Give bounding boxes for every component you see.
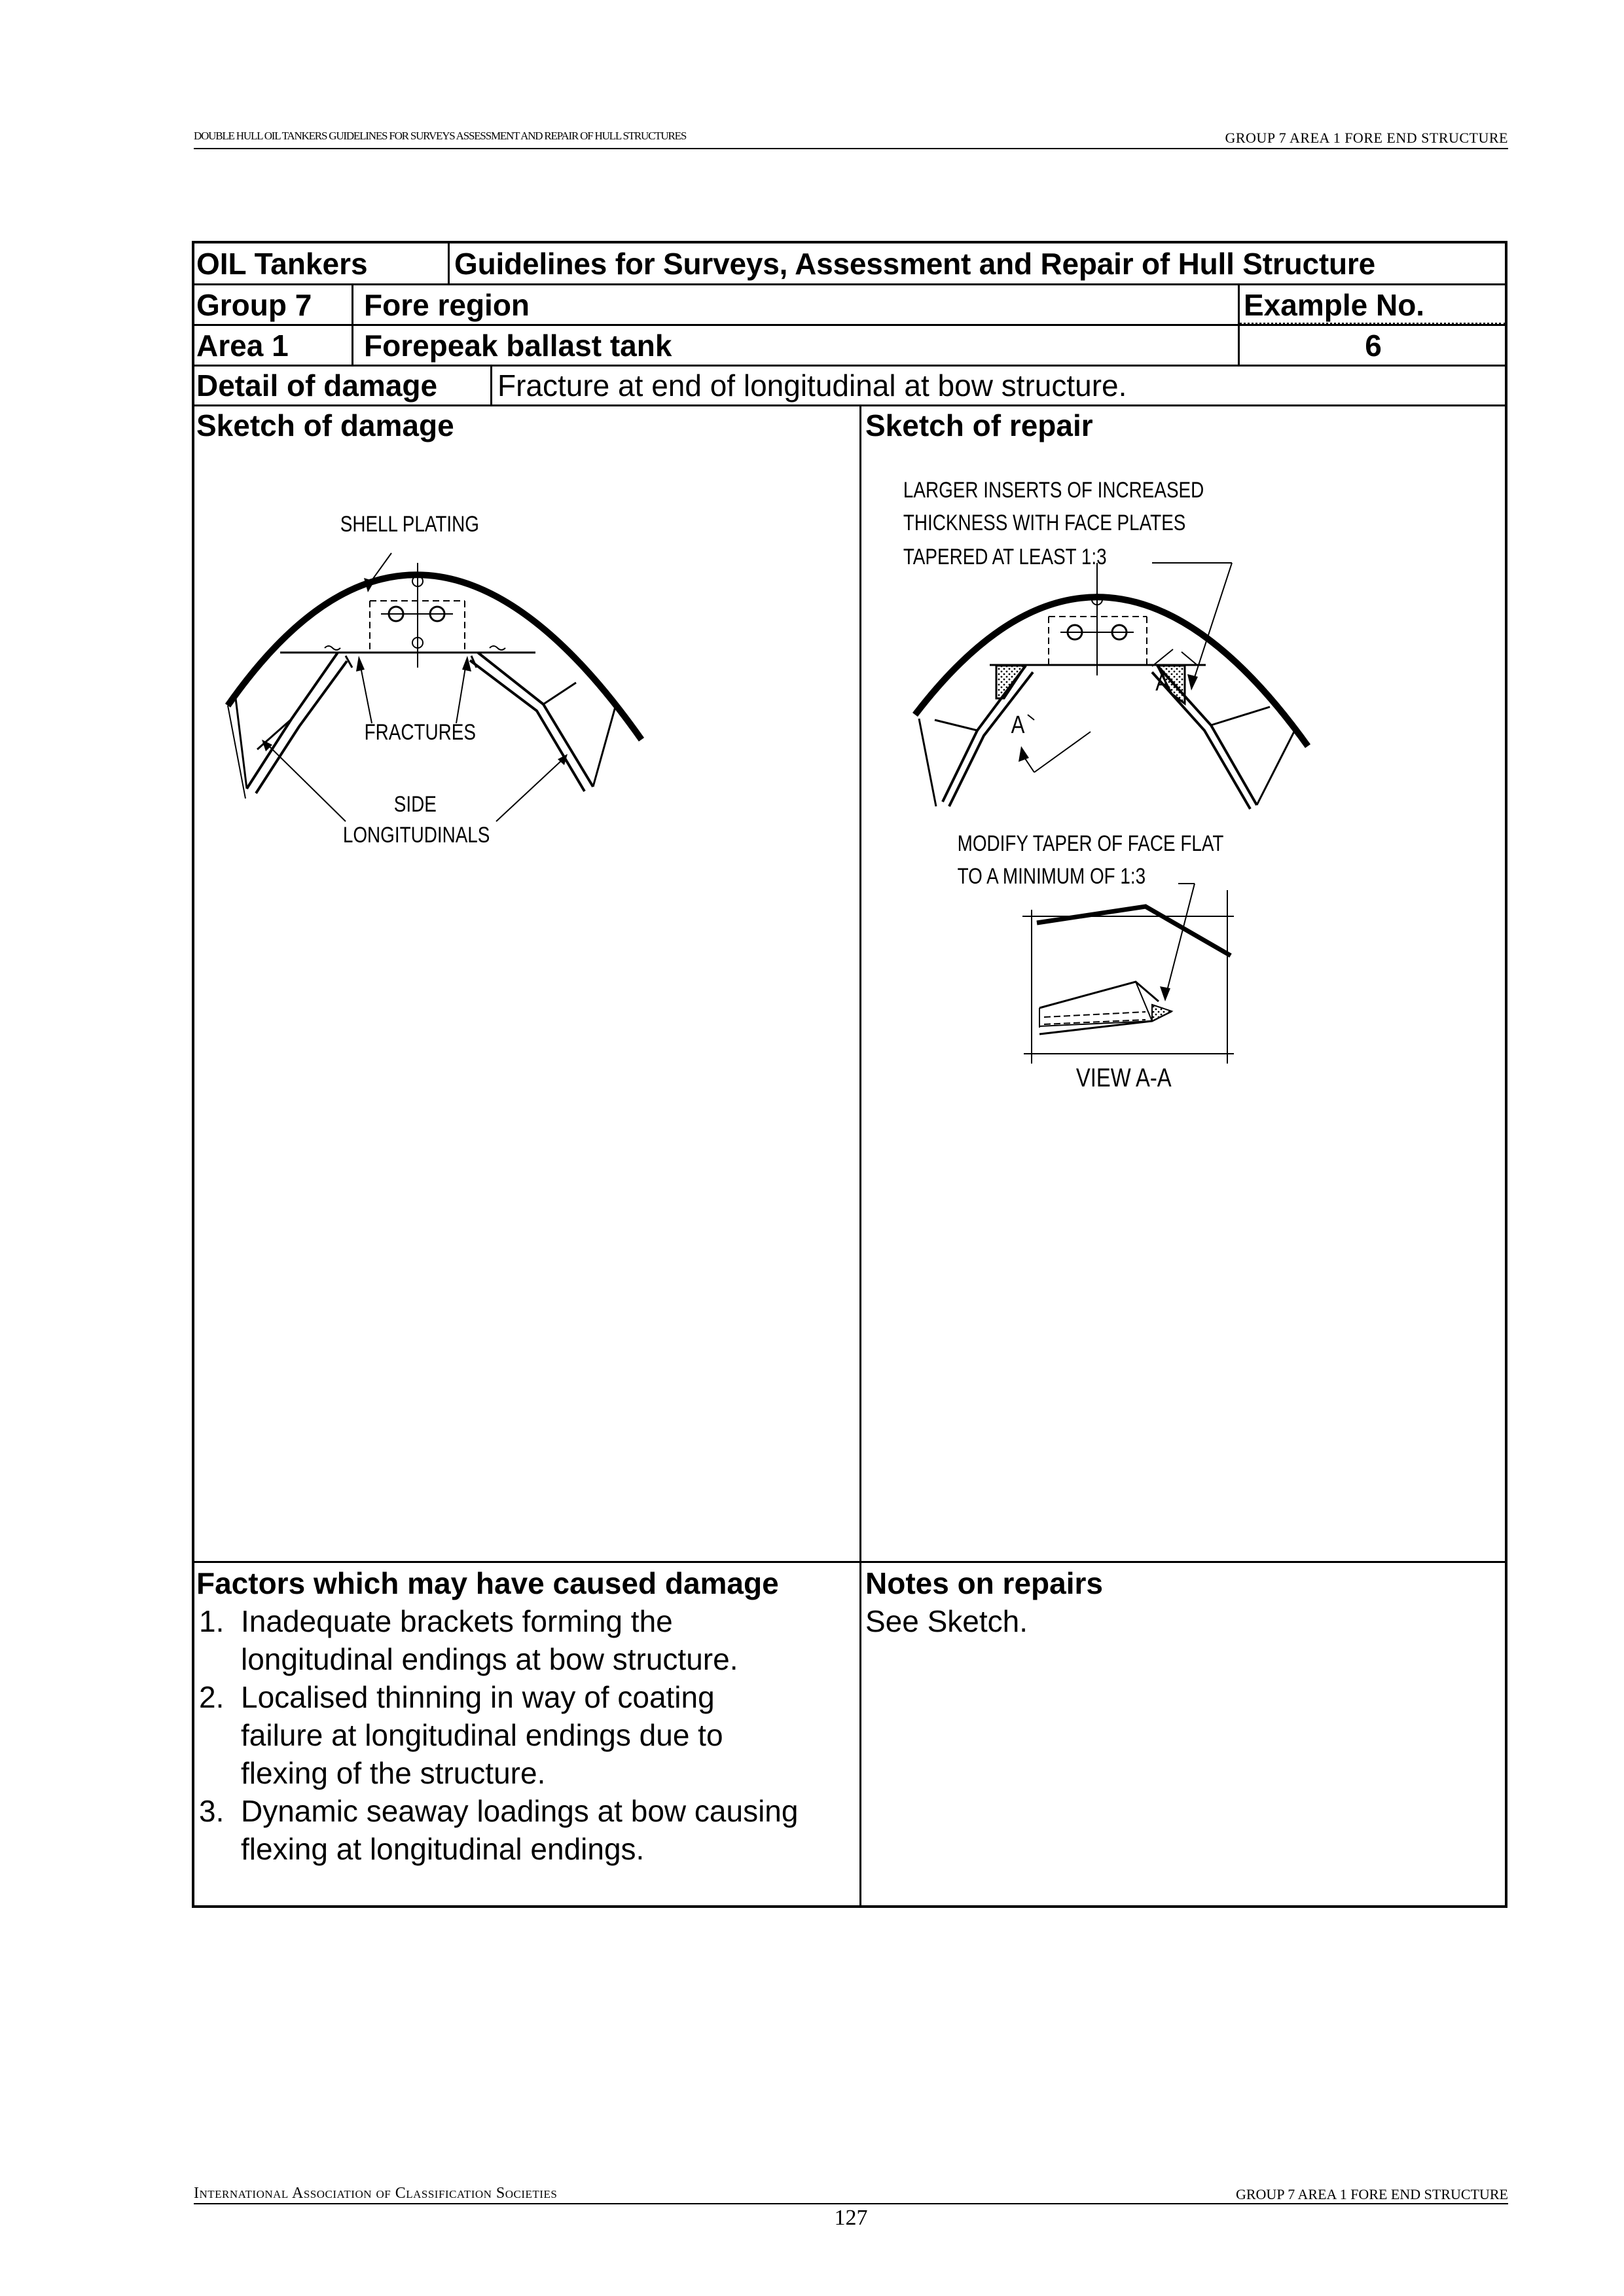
fractures-label: FRACTURES bbox=[364, 719, 476, 745]
inserts-label-2: THICKNESS WITH FACE PLATES bbox=[903, 510, 1186, 535]
repair-sketch bbox=[864, 471, 1506, 1113]
factor-text-line: Inadequate brackets forming the bbox=[241, 1604, 673, 1638]
row-divider bbox=[192, 283, 1507, 285]
detail-of-damage-value: Fracture at end of longitudinal at bow structure. bbox=[497, 368, 1127, 403]
factors-section bbox=[196, 1564, 857, 1868]
footer-right: GROUP 7 AREA 1 FORE END STRUCTURE bbox=[1235, 2186, 1508, 2202]
sketch-of-damage-title: Sketch of damage bbox=[196, 408, 454, 442]
shell-plating-label: SHELL PLATING bbox=[340, 511, 479, 537]
group-value: Fore region bbox=[364, 288, 530, 322]
notes-title: Notes on repairs bbox=[865, 1566, 1103, 1600]
factor-item bbox=[196, 1678, 857, 1792]
factor-text-line: flexing of the structure. bbox=[241, 1756, 546, 1790]
example-number: 6 bbox=[1365, 329, 1382, 363]
detail-of-damage-label: Detail of damage bbox=[196, 368, 438, 403]
running-header-right: GROUP 7 AREA 1 FORE END STRUCTURE bbox=[1225, 130, 1508, 146]
col-divider bbox=[490, 365, 492, 406]
col-divider bbox=[859, 404, 861, 1908]
factor-text-line: failure at longitudinal endings due to bbox=[241, 1718, 723, 1752]
factor-text-line: Dynamic seaway loadings at bow causing bbox=[241, 1794, 799, 1828]
longitudinals-label: LONGITUDINALS bbox=[342, 822, 490, 848]
row-divider bbox=[192, 1561, 1507, 1563]
footer-left: International Association of Classification Societies bbox=[194, 2185, 558, 2202]
area-label: Area 1 bbox=[196, 329, 289, 363]
sketch-of-repair-title: Sketch of repair bbox=[865, 408, 1093, 442]
inserts-label-3: TAPERED AT LEAST 1:3 bbox=[903, 544, 1107, 569]
footer-rule bbox=[194, 2203, 1508, 2204]
factor-number: 2. bbox=[199, 1680, 225, 1714]
factor-number: 1. bbox=[199, 1604, 225, 1638]
section-label-a: A bbox=[1155, 669, 1170, 696]
damage-sketch bbox=[196, 452, 851, 897]
modify-label-1: MODIFY TAPER OF FACE FLAT bbox=[957, 831, 1224, 856]
factor-number: 3. bbox=[199, 1794, 225, 1828]
col-divider bbox=[352, 283, 353, 366]
vessel-type: OIL Tankers bbox=[196, 247, 368, 281]
side-label: SIDE bbox=[393, 791, 437, 817]
example-dotted-rule bbox=[1239, 323, 1506, 325]
example-no-label: Example No. bbox=[1244, 288, 1425, 322]
group-label: Group 7 bbox=[196, 288, 312, 322]
factors-title: Factors which may have caused damage bbox=[196, 1566, 779, 1600]
page-number: 127 bbox=[834, 2206, 868, 2230]
header-rule bbox=[194, 148, 1508, 149]
notes-text: See Sketch. bbox=[865, 1604, 1028, 1638]
row-divider bbox=[192, 365, 1507, 367]
factor-text-line: Localised thinning in way of coating bbox=[241, 1680, 715, 1714]
modify-label-2: TO A MINIMUM OF 1:3 bbox=[957, 863, 1146, 889]
factor-text-line: longitudinal endings at bow structure. bbox=[241, 1642, 738, 1676]
view-aa-label: VIEW A-A bbox=[1075, 1062, 1172, 1092]
col-divider bbox=[448, 241, 450, 285]
factor-item bbox=[196, 1602, 857, 1678]
running-header-left: DOUBLE HULL OIL TANKERS GUIDELINES FOR SURVEYS ASSESSMENT AND REPAIR OF HULL STRUCTURES bbox=[194, 130, 687, 142]
factor-text-line: flexing at longitudinal endings. bbox=[241, 1832, 645, 1866]
inserts-label-1: LARGER INSERTS OF INCREASED bbox=[903, 477, 1204, 503]
notes-section bbox=[865, 1564, 1500, 1640]
factor-item bbox=[196, 1792, 857, 1868]
document-title: Guidelines for Surveys, Assessment and Repair of Hull Structure bbox=[454, 247, 1375, 281]
row-divider bbox=[192, 404, 1507, 406]
area-value: Forepeak ballast tank bbox=[364, 329, 672, 363]
section-label-a: A bbox=[1011, 711, 1025, 739]
